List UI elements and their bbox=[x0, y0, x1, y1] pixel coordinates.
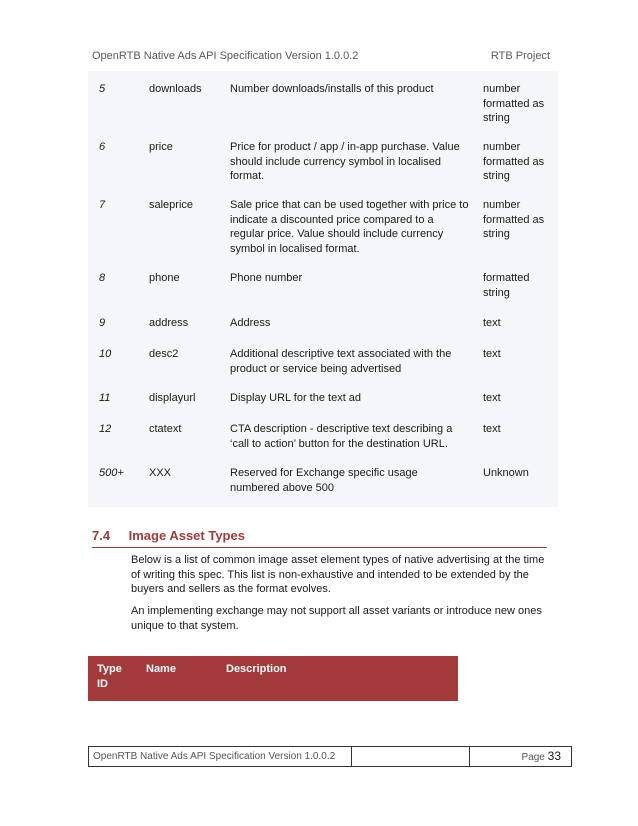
cell-type-id: 500+ bbox=[99, 467, 124, 479]
cell-description: Price for product / app / in-app purchase. Value should include currency symbol in localised format. bbox=[230, 141, 460, 182]
cell-description: Sale price that can be used together with price to indicate a discounted price compared to a regular price. Value should include currency symbol in localised format. bbox=[230, 199, 469, 255]
cell-type-id: 7 bbox=[99, 199, 106, 211]
footer-page-cell bbox=[470, 747, 571, 766]
header-spec-title: OpenRTB Native Ads API Specification Version 1.0.0.2 bbox=[92, 50, 359, 62]
paragraph-intro: Below is a list of common image asset element types of native advertising at the time of writing this spec. This list is non-exhaustive and intended to be extended by the buyers and sellers as the format evolves. bbox=[131, 554, 545, 596]
cell-name: ctatext bbox=[149, 423, 182, 435]
cell-description: Additional descriptive text associated with the product or service being advertised bbox=[230, 348, 452, 375]
cell-description: Reserved for Exchange specific usage numbered above 500 bbox=[230, 467, 418, 494]
cell-format: formatted string bbox=[483, 272, 530, 299]
paragraph-implementation-note: An implementing exchange may not support all asset variants or introduce new ones unique to that system. bbox=[131, 605, 542, 632]
cell-format: text bbox=[483, 348, 501, 360]
footer-page-number: 33 bbox=[547, 749, 561, 763]
footer-blank-cell bbox=[352, 747, 470, 766]
footer-page-label: Page bbox=[521, 752, 545, 763]
cell-name: address bbox=[149, 317, 189, 329]
cell-name: XXX bbox=[149, 467, 172, 479]
cell-description: Address bbox=[230, 317, 271, 329]
data-asset-table bbox=[88, 71, 558, 507]
cell-name: saleprice bbox=[149, 199, 194, 211]
cell-name: displayurl bbox=[149, 392, 196, 404]
cell-name: price bbox=[149, 141, 173, 153]
cell-type-id: 9 bbox=[99, 317, 106, 329]
cell-type-id: 10 bbox=[99, 348, 112, 360]
cell-format: number formatted as string bbox=[483, 141, 545, 182]
section-number: 7.4 bbox=[92, 528, 111, 543]
header-name: Name bbox=[146, 663, 176, 675]
header-description: Description bbox=[226, 663, 287, 675]
cell-type-id: 8 bbox=[99, 272, 106, 284]
cell-name: desc2 bbox=[149, 348, 179, 360]
header-project: RTB Project bbox=[490, 50, 550, 62]
cell-name: phone bbox=[149, 272, 180, 284]
footer-spec-title: OpenRTB Native Ads API Specification Version 1.0.0.2 bbox=[89, 747, 352, 766]
cell-name: downloads bbox=[149, 83, 202, 95]
cell-type-id: 6 bbox=[99, 141, 106, 153]
cell-description: Number downloads/installs of this product bbox=[230, 83, 434, 95]
cell-type-id: 5 bbox=[99, 83, 106, 95]
cell-format: text bbox=[483, 392, 501, 404]
section-title: Image Asset Types bbox=[128, 528, 245, 543]
section-heading bbox=[92, 528, 547, 548]
cell-format: text bbox=[483, 317, 501, 329]
cell-type-id: 12 bbox=[99, 423, 112, 435]
cell-description: Phone number bbox=[230, 272, 303, 284]
image-asset-table-header bbox=[88, 656, 458, 701]
cell-format: number formatted as string bbox=[483, 83, 545, 124]
cell-format: Unknown bbox=[483, 467, 529, 479]
cell-description: CTA description - descriptive text describing a ‘call to action’ button for the destination URL. bbox=[230, 423, 453, 450]
cell-format: number formatted as string bbox=[483, 199, 545, 240]
cell-description: Display URL for the text ad bbox=[230, 392, 362, 404]
cell-format: text bbox=[483, 423, 501, 435]
cell-type-id: 11 bbox=[99, 392, 111, 404]
page-header bbox=[92, 50, 550, 62]
header-type-id: Type ID bbox=[97, 663, 122, 690]
page-footer bbox=[88, 746, 572, 767]
